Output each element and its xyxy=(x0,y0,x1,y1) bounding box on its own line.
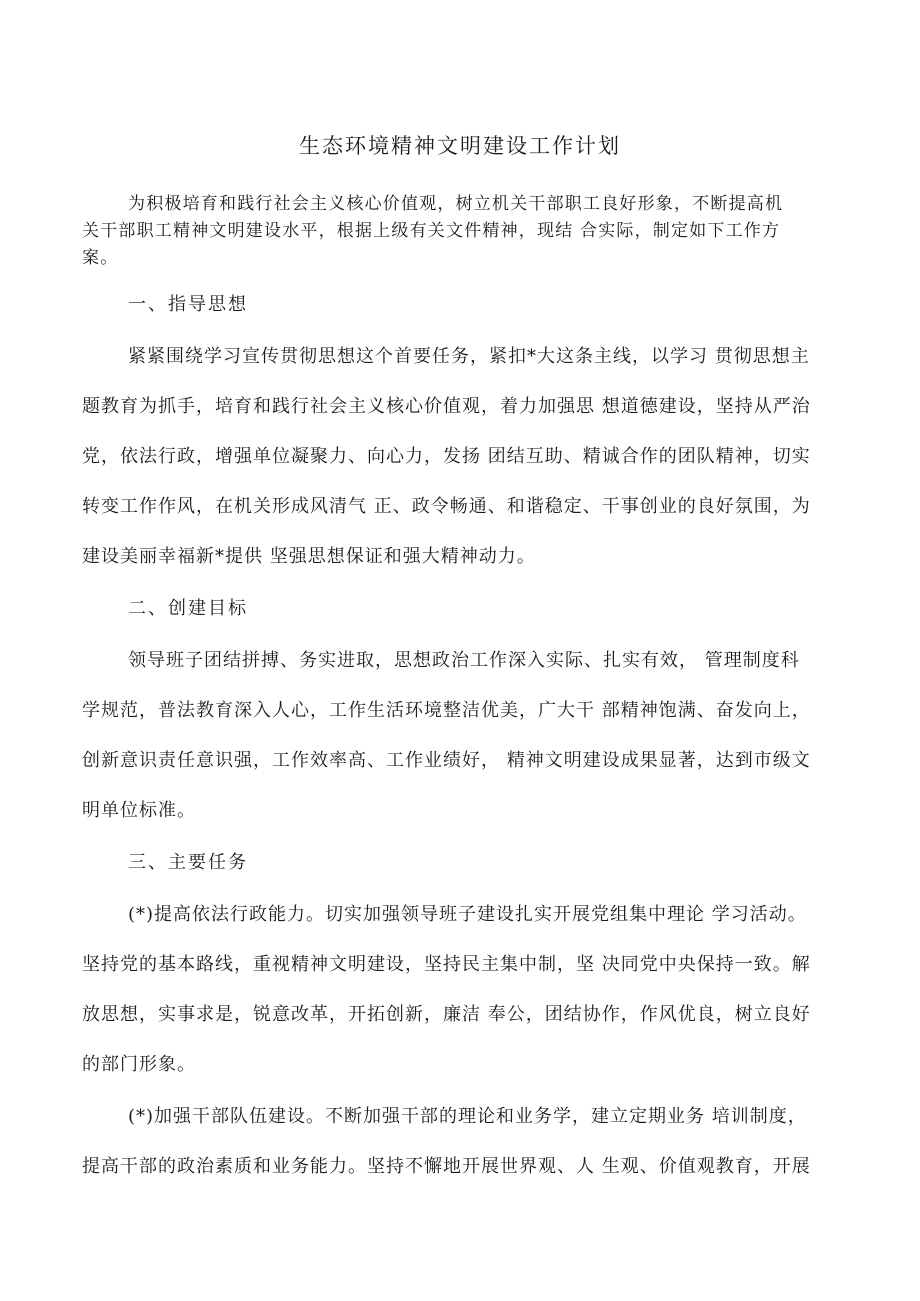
section-heading-goals: 二、创建目标 xyxy=(128,598,248,619)
document-title: 生态环境精神文明建设工作计划 xyxy=(299,134,621,158)
section2-line-4: 明单位标准。 xyxy=(82,800,196,821)
intro-line-3: 案。 xyxy=(82,248,119,268)
task1-line-3: 放思想，实事求是，锐意改革，开拓创新，廉洁 奉公，团结协作，作风优良，树立良好 xyxy=(82,1004,811,1025)
task1-line-1: (*)提高依法行政能力。切实加强领导班子建设扎实开展党组集中理论 学习活动。 xyxy=(128,904,807,925)
section-heading-guiding-thought: 一、指导思想 xyxy=(128,294,248,315)
intro-line-2: 关干部职工精神文明建设水平，根据上级有关文件精神，现结 合实际，制定如下工作方 xyxy=(82,221,781,241)
task2-line-2: 提高干部的政治素质和业务能力。坚持不懈地开展世界观、人 生观、价值观教育，开展 xyxy=(82,1156,811,1177)
section-heading-main-tasks: 三、主要任务 xyxy=(128,852,248,873)
section2-line-3: 创新意识责任意识强，工作效率高、工作业绩好， 精神文明建设成果显著，达到市级文 xyxy=(82,750,811,771)
task2-line-1: (*)加强干部队伍建设。不断加强干部的理论和业务学，建立定期业务 培训制度， xyxy=(128,1106,807,1127)
section2-line-2: 学规范，普法教育深入人心，工作生活环境整洁优美，广大干 部精神饱满、奋发向上， xyxy=(82,700,811,721)
section2-line-1: 领导班子团结拼搏、务实进取，思想政治工作深入实际、扎实有效， 管理制度科 xyxy=(128,650,800,671)
task1-line-2: 坚持党的基本路线，重视精神文明建设，坚持民主集中制，坚 决同党中央保持一致。解 xyxy=(82,954,811,975)
section1-line-3: 党，依法行政，增强单位凝聚力、向心力，发扬 团结互助、精诚合作的团队精神，切实 xyxy=(82,446,811,467)
task1-line-4: 的部门形象。 xyxy=(82,1054,196,1075)
section1-line-5: 建设美丽幸福新*提供 坚强思想保证和强大精神动力。 xyxy=(82,546,536,567)
section1-line-4: 转变工作作风，在机关形成风清气 正、政令畅通、和谐稳定、干事创业的良好氛围，为 xyxy=(82,496,811,517)
intro-line-1: 为积极培育和践行社会主义核心价值观，树立机关干部职工良好形象，不断提高机 xyxy=(128,194,784,214)
section1-line-2: 题教育为抓手，培育和践行社会主义核心价值观，着力加强思 想道德建设，坚持从严治 xyxy=(82,396,811,417)
section1-line-1: 紧紧围绕学习宣传贯彻思想这个首要任务，紧扣*大这条主线，以学习 贯彻思想主 xyxy=(128,346,810,367)
